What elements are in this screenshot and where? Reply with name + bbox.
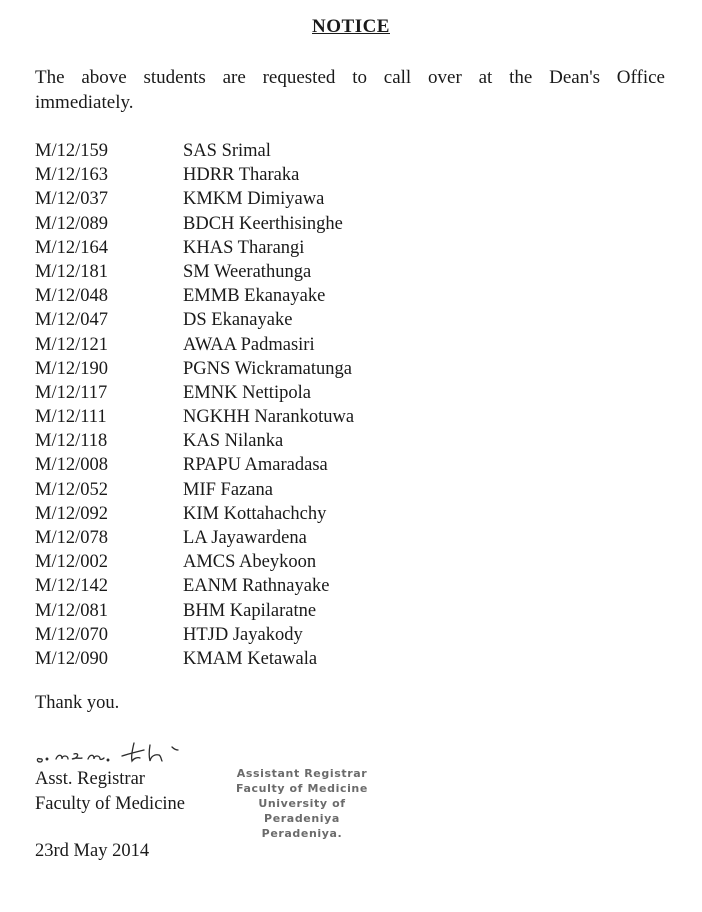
student-name: RPAPU Amaradasa bbox=[183, 455, 328, 476]
handwritten-signature bbox=[30, 735, 200, 769]
student-name: KHAS Tharangi bbox=[183, 237, 305, 258]
student-registration-number: M/12/092 bbox=[35, 503, 108, 524]
student-registration-number: M/12/190 bbox=[35, 358, 108, 379]
student-name: HTJD Jayakody bbox=[183, 624, 303, 645]
student-name: EANM Rathnayake bbox=[183, 576, 330, 597]
student-row bbox=[35, 526, 535, 550]
student-name: EMMB Ekanayake bbox=[183, 286, 326, 307]
student-row bbox=[35, 453, 535, 477]
student-name: KMKM Dimiyawa bbox=[183, 189, 325, 210]
stamp-line-2: Faculty of Medicine bbox=[236, 782, 368, 795]
student-registration-number: M/12/081 bbox=[35, 600, 108, 621]
student-name: EMNK Nettipola bbox=[183, 382, 311, 403]
notice-date: 23rd May 2014 bbox=[35, 841, 150, 861]
student-row bbox=[35, 212, 535, 236]
student-registration-number: M/12/118 bbox=[35, 431, 108, 452]
student-registration-number: M/12/159 bbox=[35, 141, 108, 161]
student-row bbox=[35, 478, 535, 502]
student-list bbox=[35, 139, 535, 671]
student-row bbox=[35, 502, 535, 526]
student-row bbox=[35, 139, 535, 163]
student-name: AWAA Padmasiri bbox=[183, 334, 315, 355]
student-name: NGKHH Narankotuwa bbox=[183, 407, 355, 428]
student-name: SAS Srimal bbox=[183, 141, 271, 161]
student-registration-number: M/12/070 bbox=[35, 624, 108, 645]
student-name: BDCH Keerthisinghe bbox=[183, 213, 343, 234]
student-row bbox=[35, 550, 535, 574]
student-registration-number: M/12/142 bbox=[35, 576, 108, 597]
student-row bbox=[35, 623, 535, 647]
student-name: KAS Nilanka bbox=[183, 431, 284, 452]
student-name: PGNS Wickramatunga bbox=[183, 358, 352, 379]
student-registration-number: M/12/090 bbox=[35, 648, 108, 669]
official-stamp bbox=[222, 766, 382, 841]
student-name: MIF Fazana bbox=[183, 479, 273, 500]
student-registration-number: M/12/052 bbox=[35, 479, 108, 500]
student-row bbox=[35, 429, 535, 453]
stamp-line-1: Assistant Registrar bbox=[236, 767, 368, 780]
notice-intro: The above students are requested to call over at the Dean's Office immediately. bbox=[35, 67, 665, 113]
student-registration-number: M/12/089 bbox=[35, 213, 108, 234]
student-row bbox=[35, 236, 535, 260]
student-row bbox=[35, 260, 535, 284]
student-row bbox=[35, 357, 535, 381]
stamp-line-3: University of Peradeniya bbox=[258, 797, 346, 825]
student-name: AMCS Abeykoon bbox=[183, 552, 317, 573]
notice-title: NOTICE bbox=[312, 16, 390, 37]
student-registration-number: M/12/111 bbox=[35, 407, 107, 428]
thank-you-text: Thank you. bbox=[35, 693, 120, 713]
student-row bbox=[35, 647, 535, 671]
student-row bbox=[35, 599, 535, 623]
student-registration-number: M/12/078 bbox=[35, 528, 108, 548]
student-row bbox=[35, 381, 535, 405]
signatory-faculty: Faculty of Medicine bbox=[35, 794, 186, 814]
student-name: BHM Kapilaratne bbox=[183, 600, 317, 621]
student-row bbox=[35, 574, 535, 598]
signatory-block bbox=[35, 767, 185, 817]
signatory-title: Asst. Registrar bbox=[35, 769, 145, 789]
student-registration-number: M/12/037 bbox=[35, 189, 108, 210]
student-row bbox=[35, 405, 535, 429]
student-registration-number: M/12/002 bbox=[35, 552, 108, 573]
student-name: DS Ekanayake bbox=[183, 310, 293, 331]
student-row bbox=[35, 284, 535, 308]
student-row bbox=[35, 308, 535, 332]
student-registration-number: M/12/047 bbox=[35, 310, 108, 331]
student-registration-number: M/12/164 bbox=[35, 237, 108, 258]
student-name: HDRR Tharaka bbox=[183, 165, 300, 186]
student-name: LA Jayawardena bbox=[183, 528, 307, 548]
student-row bbox=[35, 187, 535, 211]
student-registration-number: M/12/121 bbox=[35, 334, 108, 355]
student-row bbox=[35, 333, 535, 357]
student-registration-number: M/12/117 bbox=[35, 382, 108, 403]
student-registration-number: M/12/008 bbox=[35, 455, 108, 476]
student-registration-number: M/12/181 bbox=[35, 261, 108, 282]
student-registration-number: M/12/163 bbox=[35, 165, 108, 186]
student-registration-number: M/12/048 bbox=[35, 286, 108, 307]
student-name: KIM Kottahachchy bbox=[183, 503, 327, 524]
stamp-line-4: Peradeniya. bbox=[261, 827, 343, 840]
student-name: KMAM Ketawala bbox=[183, 648, 318, 669]
student-name: SM Weerathunga bbox=[183, 261, 312, 282]
student-row bbox=[35, 163, 535, 187]
